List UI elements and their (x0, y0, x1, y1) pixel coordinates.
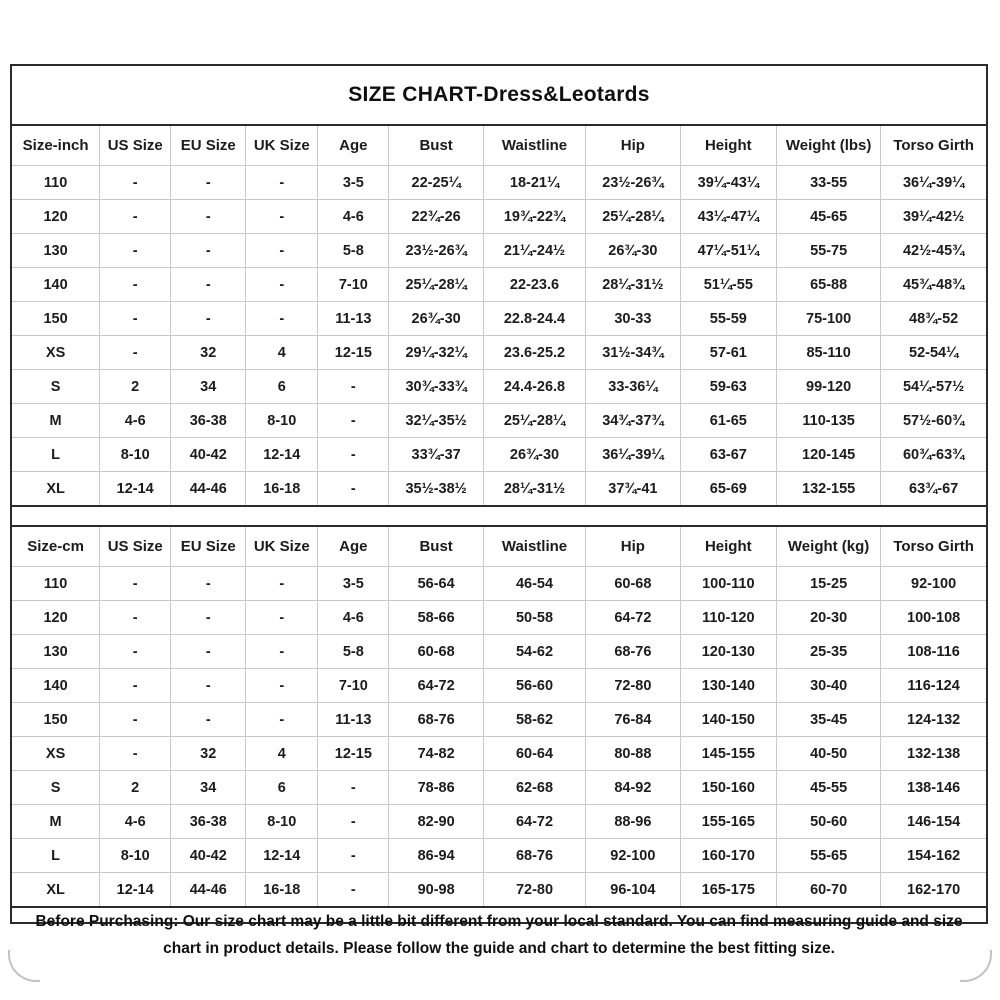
table-row (12, 166, 986, 200)
table-cell: 8-10 (246, 805, 318, 839)
table-cell: 15-25 (777, 567, 881, 601)
table-row (12, 635, 986, 669)
table-cell: 52-54¼ (881, 336, 986, 370)
table-cell: - (171, 166, 246, 200)
column-header: Age (318, 126, 389, 166)
table-cell: - (171, 669, 246, 703)
column-header: Bust (389, 126, 483, 166)
table-cell: 58-62 (483, 703, 585, 737)
table-cell: 34¾-37¾ (586, 404, 680, 438)
table-cell: 150-160 (680, 771, 776, 805)
table-cell: - (100, 635, 171, 669)
table-cell: 39¼-42½ (881, 200, 986, 234)
table-cell: 48¾-52 (881, 302, 986, 336)
table-row (12, 336, 986, 370)
table-cell: 150 (12, 703, 100, 737)
table-row (12, 737, 986, 771)
table-cell: S (12, 771, 100, 805)
table-cell: - (246, 669, 318, 703)
table-cell: 74-82 (389, 737, 483, 771)
table-cell: 108-116 (881, 635, 986, 669)
table-cell: 28¼-31½ (483, 472, 585, 507)
table-cell: - (100, 601, 171, 635)
table-cell: 92-100 (881, 567, 986, 601)
table-cell: 130 (12, 234, 100, 268)
table-cell: - (100, 268, 171, 302)
table-cell: - (100, 669, 171, 703)
size-table-cm (12, 525, 986, 908)
table-cell: 34 (171, 771, 246, 805)
table-cell: 132-138 (881, 737, 986, 771)
table-cell: 3-5 (318, 166, 389, 200)
table-cell: 33-36¼ (586, 370, 680, 404)
table-cell: 54-62 (483, 635, 585, 669)
table-cell: 28¼-31½ (586, 268, 680, 302)
table-cell: 6 (246, 771, 318, 805)
header-row (12, 526, 986, 567)
table-cell: 130 (12, 635, 100, 669)
table-cell: 30-33 (586, 302, 680, 336)
table-cell: L (12, 438, 100, 472)
table-cell: 12-14 (246, 438, 318, 472)
table-cell: - (246, 200, 318, 234)
table-cell: M (12, 404, 100, 438)
table-row (12, 268, 986, 302)
table-cell: 62-68 (483, 771, 585, 805)
column-header: Size-cm (12, 526, 100, 567)
table-cell: 24.4-26.8 (483, 370, 585, 404)
table-cell: 4 (246, 336, 318, 370)
table-cell: - (246, 567, 318, 601)
table-cell: 50-58 (483, 601, 585, 635)
page-title: SIZE CHART-Dress&Leotards (12, 66, 986, 126)
table-cell: 22-23.6 (483, 268, 585, 302)
column-header: Torso Girth (881, 126, 986, 166)
table-cell: 33-55 (777, 166, 881, 200)
table-cell: 75-100 (777, 302, 881, 336)
table-row (12, 404, 986, 438)
table-cell: 2 (100, 370, 171, 404)
table-cell: - (318, 839, 389, 873)
column-header: Waistline (483, 526, 585, 567)
table-cell: 12-14 (100, 472, 171, 507)
table-cell: XS (12, 737, 100, 771)
table-cell: 37¾-41 (586, 472, 680, 507)
column-header: Height (680, 126, 776, 166)
table-cell: 146-154 (881, 805, 986, 839)
table-cell: 25¼-28¼ (586, 200, 680, 234)
table-cell: 55-59 (680, 302, 776, 336)
table-cell: 26¾-30 (586, 234, 680, 268)
table-cell: 29¼-32¼ (389, 336, 483, 370)
table-cell: 40-50 (777, 737, 881, 771)
table-cell: 110 (12, 166, 100, 200)
table-cell: 140 (12, 669, 100, 703)
table-cell: 50-60 (777, 805, 881, 839)
header-row (12, 126, 986, 166)
table-cell: - (100, 234, 171, 268)
table-cell: - (318, 404, 389, 438)
table-cell: 46-54 (483, 567, 585, 601)
table-cell: 124-132 (881, 703, 986, 737)
table-cell: 23½-26¾ (389, 234, 483, 268)
table-cell: 35½-38½ (389, 472, 483, 507)
table-cell: 32¼-35½ (389, 404, 483, 438)
table-cell: - (246, 234, 318, 268)
table-row (12, 302, 986, 336)
table-cell: 120-145 (777, 438, 881, 472)
table-cell: 56-64 (389, 567, 483, 601)
table-row (12, 234, 986, 268)
table-cell: 26¾-30 (389, 302, 483, 336)
table-cell: 4-6 (100, 404, 171, 438)
table-cell: 36-38 (171, 404, 246, 438)
table-cell: 150 (12, 302, 100, 336)
column-header: Age (318, 526, 389, 567)
table-cell: 72-80 (586, 669, 680, 703)
column-header: US Size (100, 526, 171, 567)
table-cell: S (12, 370, 100, 404)
table-cell: 39¼-43¼ (680, 166, 776, 200)
table-cell: 120 (12, 601, 100, 635)
table-cell: 88-96 (586, 805, 680, 839)
column-header: Height (680, 526, 776, 567)
column-header: EU Size (171, 526, 246, 567)
table-cell: 110 (12, 567, 100, 601)
table-row (12, 669, 986, 703)
table-cell: 22-25¼ (389, 166, 483, 200)
table-cell: 82-90 (389, 805, 483, 839)
table-row (12, 472, 986, 507)
table-cell: 65-69 (680, 472, 776, 507)
table-cell: 12-14 (100, 873, 171, 908)
table-cell: 86-94 (389, 839, 483, 873)
table-cell: 64-72 (483, 805, 585, 839)
table-cell: 63¾-67 (881, 472, 986, 507)
table-cell: - (100, 737, 171, 771)
table-cell: - (100, 336, 171, 370)
table-cell: 4 (246, 737, 318, 771)
table-cell: 165-175 (680, 873, 776, 908)
table-cell: 120 (12, 200, 100, 234)
table-cell: 20-30 (777, 601, 881, 635)
table-cell: 40-42 (171, 438, 246, 472)
table-cell: - (171, 635, 246, 669)
table-cell: 51¼-55 (680, 268, 776, 302)
table-cell: 64-72 (586, 601, 680, 635)
column-header: US Size (100, 126, 171, 166)
table-cell: M (12, 805, 100, 839)
table-cell: 40-42 (171, 839, 246, 873)
table-cell: 60-70 (777, 873, 881, 908)
table-cell: XL (12, 873, 100, 908)
table-cell: 76-84 (586, 703, 680, 737)
table-cell: 23½-26¾ (586, 166, 680, 200)
table-cell: 42½-45¾ (881, 234, 986, 268)
table-cell: 90-98 (389, 873, 483, 908)
table-cell: 5-8 (318, 635, 389, 669)
column-header: Size-inch (12, 126, 100, 166)
table-cell: 7-10 (318, 669, 389, 703)
table-cell: 60-68 (586, 567, 680, 601)
table-cell: 96-104 (586, 873, 680, 908)
table-cell: - (171, 234, 246, 268)
column-header: EU Size (171, 126, 246, 166)
table-cell: 22¾-26 (389, 200, 483, 234)
table-cell: - (318, 805, 389, 839)
table-cell: 25-35 (777, 635, 881, 669)
table-cell: 78-86 (389, 771, 483, 805)
table-cell: 4-6 (100, 805, 171, 839)
table-cell: 55-75 (777, 234, 881, 268)
table-cell: 155-165 (680, 805, 776, 839)
table-cell: 154-162 (881, 839, 986, 873)
table-cell: 31½-34¾ (586, 336, 680, 370)
table-row (12, 703, 986, 737)
table-cell: 3-5 (318, 567, 389, 601)
table-cell: 7-10 (318, 268, 389, 302)
table-cell: 120-130 (680, 635, 776, 669)
table-cell: - (318, 771, 389, 805)
table-cell: 162-170 (881, 873, 986, 908)
table-cell: - (246, 703, 318, 737)
table-cell: 30-40 (777, 669, 881, 703)
table-cell: 16-18 (246, 873, 318, 908)
table-cell: 60-64 (483, 737, 585, 771)
table-cell: 35-45 (777, 703, 881, 737)
table-cell: 57½-60¾ (881, 404, 986, 438)
column-header: Torso Girth (881, 526, 986, 567)
table-cell: 18-21¼ (483, 166, 585, 200)
table-cell: 65-88 (777, 268, 881, 302)
table-cell: - (171, 703, 246, 737)
table-cell: - (171, 601, 246, 635)
table-row (12, 805, 986, 839)
table-cell: - (171, 268, 246, 302)
table-cell: - (246, 166, 318, 200)
table-cell: 8-10 (246, 404, 318, 438)
table-cell: - (246, 601, 318, 635)
table-cell: XL (12, 472, 100, 507)
table-cell: 43¼-47¼ (680, 200, 776, 234)
table-cell: 59-63 (680, 370, 776, 404)
table-cell: 110-120 (680, 601, 776, 635)
table-cell: 5-8 (318, 234, 389, 268)
table-cell: - (100, 567, 171, 601)
column-header: Weight (lbs) (777, 126, 881, 166)
table-cell: 36¼-39¼ (881, 166, 986, 200)
table-cell: 30¾-33¾ (389, 370, 483, 404)
table-cell: 130-140 (680, 669, 776, 703)
table-cell: 132-155 (777, 472, 881, 507)
table-cell: 80-88 (586, 737, 680, 771)
table-cell: 116-124 (881, 669, 986, 703)
table-cell: - (318, 438, 389, 472)
table-cell: 57-61 (680, 336, 776, 370)
purchase-note: Before Purchasing: Our size chart may be a little bit different from your local standard. You can find measuring guide and size chart in product details. Please follow the guide and chart to determine the best fitting size. (35, 913, 963, 958)
table-cell: 140 (12, 268, 100, 302)
table-cell: 22.8-24.4 (483, 302, 585, 336)
table-cell: 16-18 (246, 472, 318, 507)
table-cell: 36-38 (171, 805, 246, 839)
table-cell: 45¾-48¾ (881, 268, 986, 302)
table-cell: 68-76 (586, 635, 680, 669)
table-cell: 160-170 (680, 839, 776, 873)
table-cell: - (318, 472, 389, 507)
table-cell: - (318, 873, 389, 908)
column-header: Hip (586, 526, 680, 567)
table-row (12, 200, 986, 234)
table-cell: - (171, 567, 246, 601)
table-cell: 145-155 (680, 737, 776, 771)
table-cell: 68-76 (389, 703, 483, 737)
table-row (12, 839, 986, 873)
table-cell: 100-108 (881, 601, 986, 635)
table-row (12, 438, 986, 472)
table-cell: 45-55 (777, 771, 881, 805)
table-cell: XS (12, 336, 100, 370)
table-cell: 85-110 (777, 336, 881, 370)
table-cell: 140-150 (680, 703, 776, 737)
table-cell: 56-60 (483, 669, 585, 703)
table-cell: - (246, 268, 318, 302)
table-cell: 12-14 (246, 839, 318, 873)
table-cell: 36¼-39¼ (586, 438, 680, 472)
table-cell: 138-146 (881, 771, 986, 805)
table-cell: 110-135 (777, 404, 881, 438)
table-cell: 99-120 (777, 370, 881, 404)
table-cell: 4-6 (318, 200, 389, 234)
table-cell: 4-6 (318, 601, 389, 635)
table-row (12, 771, 986, 805)
table-cell: 12-15 (318, 336, 389, 370)
page-corner-right (960, 950, 992, 982)
table-cell: 8-10 (100, 438, 171, 472)
table-cell: 45-65 (777, 200, 881, 234)
column-header: UK Size (246, 126, 318, 166)
size-chart-sheet (10, 64, 988, 958)
size-table-inch (12, 126, 986, 507)
table-cell: 19¾-22¾ (483, 200, 585, 234)
column-header: Hip (586, 126, 680, 166)
table-cell: 34 (171, 370, 246, 404)
table-cell: 58-66 (389, 601, 483, 635)
table-cell: 68-76 (483, 839, 585, 873)
table-cell: 60¾-63¾ (881, 438, 986, 472)
table-cell: - (171, 302, 246, 336)
table-cell: - (100, 703, 171, 737)
table-row (12, 873, 986, 908)
table-cell: L (12, 839, 100, 873)
column-header: Waistline (483, 126, 585, 166)
table-cell: - (100, 166, 171, 200)
table-cell: 55-65 (777, 839, 881, 873)
table-cell: 6 (246, 370, 318, 404)
page-corner-left (8, 950, 40, 982)
table-cell: - (100, 302, 171, 336)
table-cell: 100-110 (680, 567, 776, 601)
table-cell: 33¾-37 (389, 438, 483, 472)
table-cell: 44-46 (171, 472, 246, 507)
table-cell: 61-65 (680, 404, 776, 438)
table-cell: 47¼-51¼ (680, 234, 776, 268)
column-header: Bust (389, 526, 483, 567)
table-cell: 63-67 (680, 438, 776, 472)
table-cell: 72-80 (483, 873, 585, 908)
table-cell: - (246, 302, 318, 336)
table-cell: 12-15 (318, 737, 389, 771)
table-cell: 64-72 (389, 669, 483, 703)
table-cell: - (171, 200, 246, 234)
table-cell: 32 (171, 737, 246, 771)
table-cell: 60-68 (389, 635, 483, 669)
table-cell: 44-46 (171, 873, 246, 908)
table-row (12, 370, 986, 404)
column-header: UK Size (246, 526, 318, 567)
table-cell: - (246, 635, 318, 669)
table-cell: 23.6-25.2 (483, 336, 585, 370)
table-cell: - (100, 200, 171, 234)
table-cell: 11-13 (318, 302, 389, 336)
table-cell: 92-100 (586, 839, 680, 873)
table-cell: 11-13 (318, 703, 389, 737)
table-row (12, 567, 986, 601)
table-cell: 8-10 (100, 839, 171, 873)
table-cell: 25¼-28¼ (389, 268, 483, 302)
table-cell: - (318, 370, 389, 404)
table-divider-gap (12, 507, 986, 525)
table-cell: 25¼-28¼ (483, 404, 585, 438)
column-header: Weight (kg) (777, 526, 881, 567)
table-cell: 54¼-57½ (881, 370, 986, 404)
table-row (12, 601, 986, 635)
table-cell: 21¼-24½ (483, 234, 585, 268)
table-cell: 26¾-30 (483, 438, 585, 472)
table-cell: 2 (100, 771, 171, 805)
table-cell: 84-92 (586, 771, 680, 805)
table-cell: 32 (171, 336, 246, 370)
